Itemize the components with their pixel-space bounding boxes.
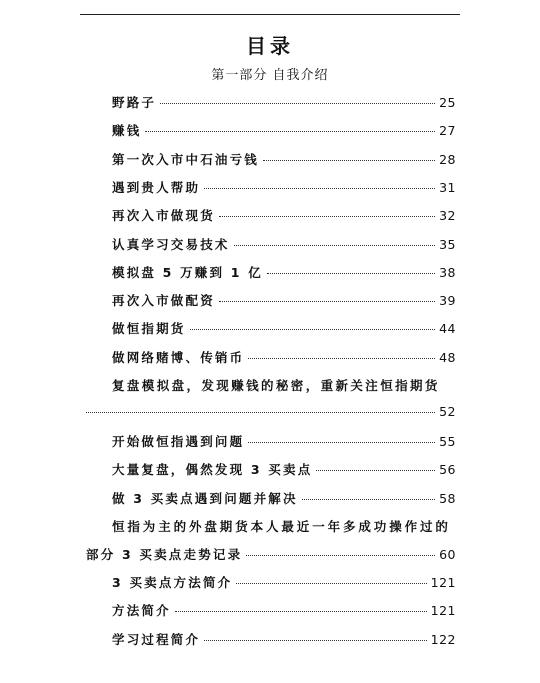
toc-entry-label: 再次入市做现货 xyxy=(112,208,215,223)
toc-entry[interactable] xyxy=(112,630,456,648)
toc-entry-label: 赚钱 xyxy=(112,123,142,138)
toc-entry-label: 再次入市做配资 xyxy=(112,293,215,308)
toc-entry[interactable] xyxy=(86,545,456,563)
toc-entry-label: 野路子 xyxy=(112,95,157,110)
dot-leader xyxy=(86,412,435,413)
toc-entry-page: 121 xyxy=(430,603,456,618)
toc-entry-page: 27 xyxy=(439,123,456,138)
toc-entry-label: 3 买卖点方法简介 xyxy=(112,575,233,590)
toc-entry-label: 遇到贵人帮助 xyxy=(112,180,201,195)
toc-entry-label: 做 3 买卖点遇到问题并解决 xyxy=(112,491,298,506)
dot-leader xyxy=(175,611,427,612)
toc-entry-page: 31 xyxy=(439,180,456,195)
dot-leader xyxy=(263,160,435,161)
toc-entry-label: 学习过程简介 xyxy=(112,632,201,647)
dot-leader xyxy=(145,131,435,132)
toc-entry-label[interactable]: 复盘模拟盘，发现赚钱的秘密，重新关注恒指期货 xyxy=(112,378,440,393)
toc-entry-page: 58 xyxy=(439,491,456,506)
page-title: 目录 xyxy=(246,34,294,58)
toc-entry[interactable] xyxy=(112,235,456,253)
toc-entry[interactable] xyxy=(112,573,456,591)
toc-entry-label: 认真学习交易技术 xyxy=(112,237,230,252)
toc-entry[interactable] xyxy=(112,121,456,139)
toc-entry-page: 32 xyxy=(439,208,456,223)
toc-entry[interactable] xyxy=(112,489,456,507)
dot-leader xyxy=(248,442,435,443)
toc-entry-page: 39 xyxy=(439,293,456,308)
toc-entry-page: 48 xyxy=(439,350,456,365)
toc-entry-leader-row[interactable] xyxy=(86,404,456,419)
toc-entry-label: 大量复盘，偶然发现 3 买卖点 xyxy=(112,462,313,477)
toc-entry-label-line2: 部分 3 买卖点走势记录 xyxy=(86,547,243,562)
toc-entry-page: 44 xyxy=(439,321,456,336)
toc-entry-label: 开始做恒指遇到问题 xyxy=(112,434,245,449)
toc-entry-page: 25 xyxy=(439,95,456,110)
dot-leader xyxy=(248,358,435,359)
toc-entry-page: 55 xyxy=(439,434,456,449)
dot-leader xyxy=(190,329,436,330)
toc-entry[interactable] xyxy=(112,263,456,281)
dot-leader xyxy=(234,245,435,246)
toc-entry[interactable] xyxy=(112,348,456,366)
toc-entry-label: 方法简介 xyxy=(112,603,171,618)
dot-leader xyxy=(316,470,435,471)
toc-entry-label: 模拟盘 5 万赚到 1 亿 xyxy=(112,265,263,280)
dot-leader xyxy=(236,583,426,584)
toc-entry-page: 60 xyxy=(439,547,456,562)
toc-entry-page: 35 xyxy=(439,237,456,252)
toc-entry-label-line1[interactable]: 恒指为主的外盘期货本人最近一年多成功操作过的 xyxy=(112,519,451,534)
dot-leader xyxy=(219,216,435,217)
dot-leader xyxy=(246,555,435,556)
dot-leader xyxy=(219,301,435,302)
toc-entry-page: 122 xyxy=(430,632,456,647)
toc-entry-page: 121 xyxy=(430,575,456,590)
toc-entry-page: 28 xyxy=(439,152,456,167)
toc-entry[interactable] xyxy=(112,432,456,450)
toc-entry[interactable] xyxy=(112,601,456,619)
toc-entry[interactable] xyxy=(112,150,456,168)
toc-entry-page: 38 xyxy=(439,265,456,280)
toc-entry-label: 第一次入市中石油亏钱 xyxy=(112,152,260,167)
toc-entry[interactable] xyxy=(112,460,456,478)
dot-leader xyxy=(160,103,435,104)
section-subtitle: 第一部分 自我介绍 xyxy=(211,68,329,83)
toc-entry[interactable] xyxy=(112,291,456,309)
toc-entry[interactable] xyxy=(112,319,456,337)
dot-leader xyxy=(302,499,435,500)
toc-entry-page: 56 xyxy=(439,462,456,477)
toc-entry-label: 做恒指期货 xyxy=(112,321,186,336)
dot-leader xyxy=(204,188,435,189)
toc-entry[interactable] xyxy=(112,178,456,196)
dot-leader xyxy=(204,640,426,641)
toc-entry-label: 做网络赌博、传销币 xyxy=(112,350,245,365)
toc-entry-page: 52 xyxy=(439,404,456,419)
toc-entry[interactable] xyxy=(112,206,456,224)
dot-leader xyxy=(267,273,435,274)
toc-entry[interactable] xyxy=(112,93,456,111)
